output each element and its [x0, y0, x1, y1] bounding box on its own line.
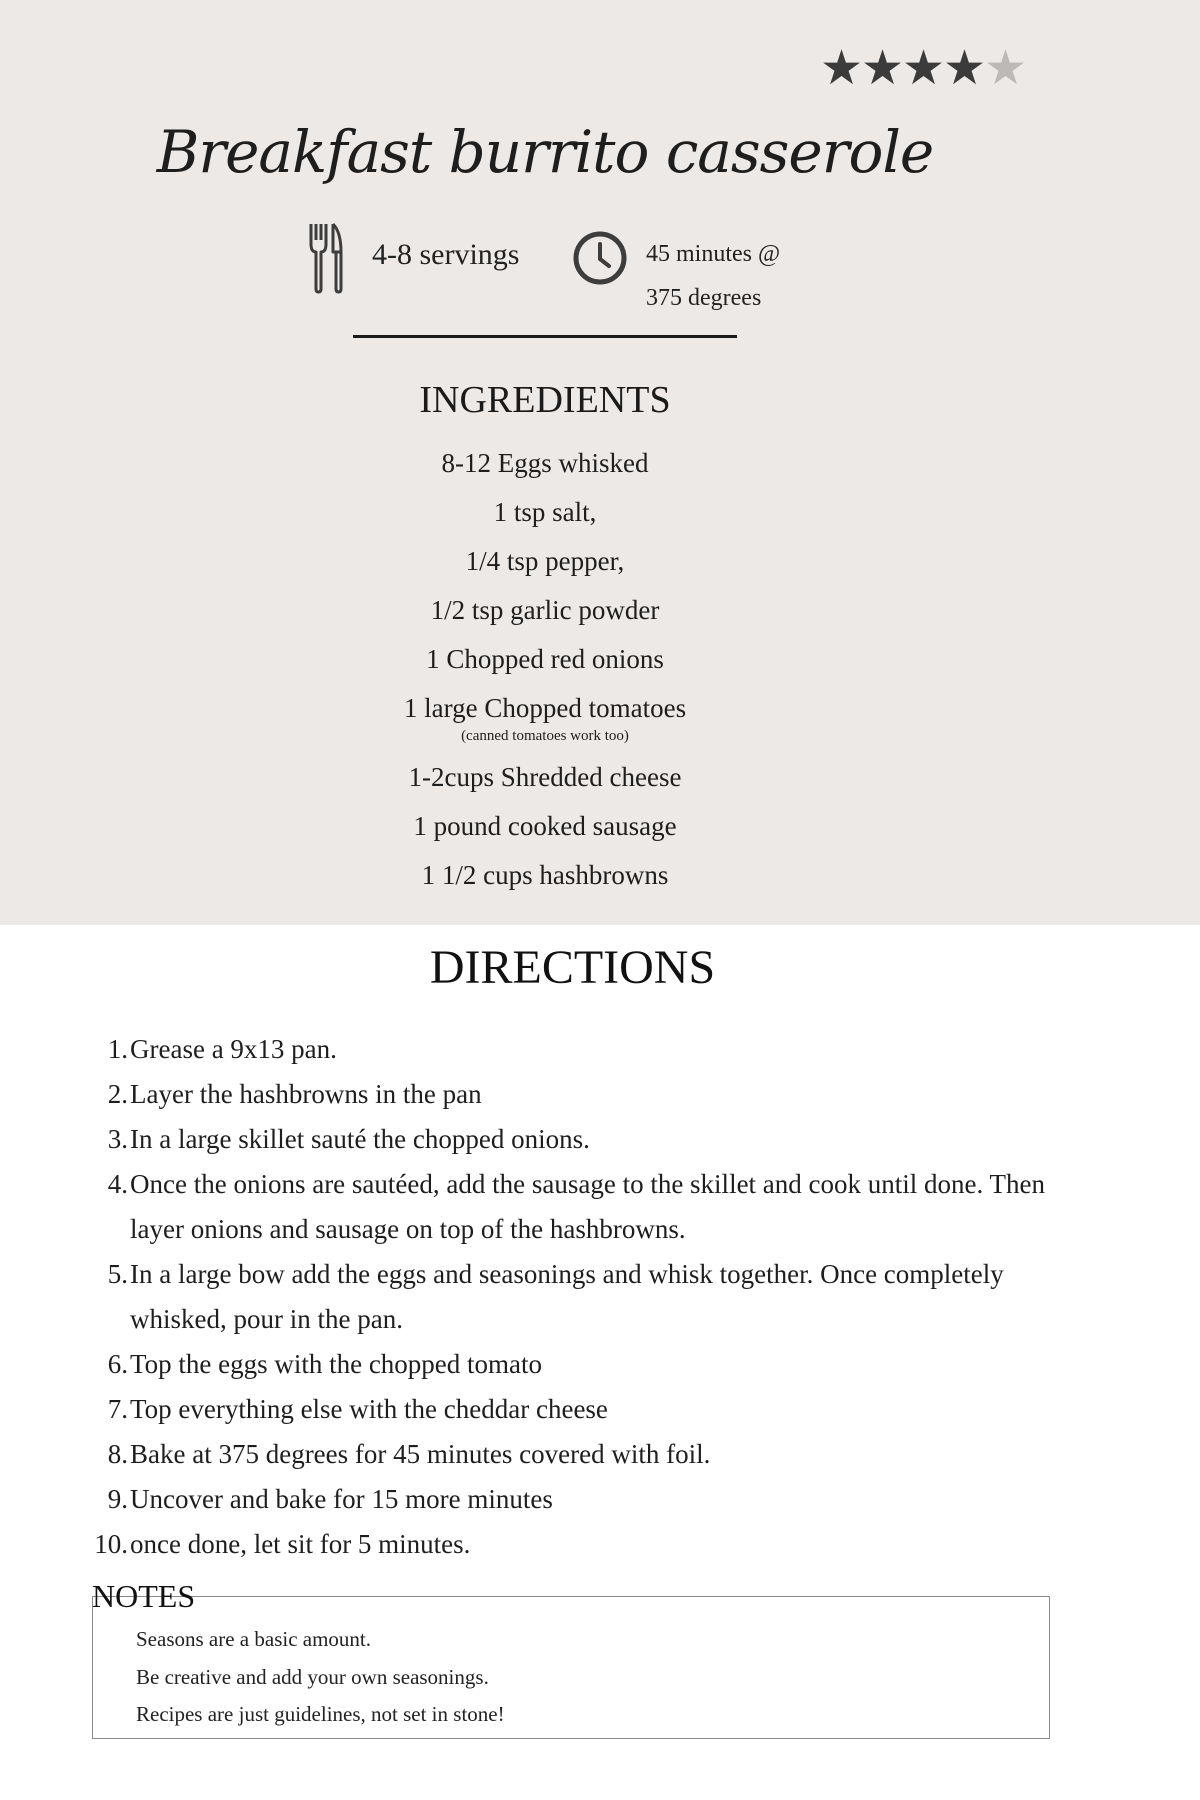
- clock-icon: [572, 230, 628, 290]
- ingredient-item: 1 1/2 cups hashbrowns: [421, 860, 669, 890]
- step-number: 6.: [107, 1349, 128, 1379]
- directions-heading: DIRECTIONS: [429, 941, 716, 994]
- star-empty-icon: ★: [984, 40, 1028, 96]
- ingredient-item: 1 tsp salt,: [493, 497, 597, 527]
- direction-step: [88, 1162, 1058, 1252]
- cook-time: [646, 232, 780, 320]
- step-text: Once the onions are sautéed, add the sausage to the skillet and cook until done. Then layer onions and sausage on top of the hashbrowns.: [130, 1169, 1045, 1244]
- step-number: 5.: [107, 1259, 128, 1289]
- direction-step: [88, 1387, 1058, 1432]
- ingredient-item: 1-2cups Shredded cheese: [408, 762, 682, 792]
- ingredient-item: 1 large Chopped tomatoes: [403, 693, 687, 723]
- direction-step: [88, 1027, 1058, 1072]
- star-icon: ★: [943, 40, 987, 96]
- direction-step: [88, 1477, 1058, 1522]
- step-number: 7.: [107, 1394, 128, 1424]
- direction-step: [88, 1252, 1058, 1342]
- direction-step: [88, 1522, 1058, 1567]
- note-line: Be creative and add your own seasonings.: [136, 1664, 489, 1689]
- step-number: 3.: [107, 1124, 128, 1154]
- direction-step: [88, 1342, 1058, 1387]
- direction-step: [88, 1432, 1058, 1477]
- notes-text: [136, 1621, 505, 1734]
- step-text: Grease a 9x13 pan.: [130, 1034, 337, 1064]
- cook-time-line2: 375 degrees: [646, 285, 762, 311]
- star-icon: ★: [902, 40, 946, 96]
- step-number: 1.: [107, 1034, 128, 1064]
- ingredients-list: [0, 443, 1090, 904]
- step-text: once done, let sit for 5 minutes.: [130, 1529, 471, 1559]
- ingredients-heading: INGREDIENTS: [419, 379, 671, 421]
- star-icon: ★: [861, 40, 905, 96]
- directions-list: [88, 1027, 1058, 1567]
- ingredient-item: 1/4 tsp pepper,: [465, 546, 625, 576]
- header-divider: [353, 335, 737, 338]
- note-line: Seasons are a basic amount.: [136, 1627, 372, 1651]
- ingredient-item: 1/2 tsp garlic powder: [430, 595, 660, 625]
- step-text: Bake at 375 degrees for 45 minutes covered with foil.: [130, 1439, 711, 1469]
- step-text: Top the eggs with the chopped tomato: [130, 1349, 543, 1379]
- direction-step: [88, 1117, 1058, 1162]
- recipe-title: Breakfast burrito casserole: [156, 118, 934, 186]
- notes-heading: NOTES: [92, 1578, 196, 1614]
- step-number: 4.: [107, 1169, 128, 1199]
- step-text: In a large bow add the eggs and seasonings and whisk together. Once completely whisked, pour in the pan.: [130, 1259, 1004, 1334]
- step-text: In a large skillet sauté the chopped onions.: [130, 1124, 590, 1154]
- rating-stars: [820, 40, 1028, 96]
- step-text: Layer the hashbrowns in the pan: [130, 1079, 482, 1109]
- fork-knife-icon: [308, 222, 344, 298]
- ingredient-item: 1 pound cooked sausage: [413, 811, 677, 841]
- step-number: 2.: [107, 1079, 128, 1109]
- servings-text: 4-8 servings: [372, 238, 520, 271]
- direction-step: [88, 1072, 1058, 1117]
- note-line: Recipes are just guidelines, not set in stone!: [136, 1702, 505, 1726]
- step-text: Top everything else with the cheddar cheese: [130, 1394, 608, 1424]
- cook-time-line1: 45 minutes @: [646, 241, 781, 267]
- ingredient-item: 1 Chopped red onions: [426, 644, 664, 674]
- ingredient-item: 8-12 Eggs whisked: [441, 448, 649, 478]
- step-number: 10.: [94, 1529, 128, 1559]
- step-number: 8.: [107, 1439, 128, 1469]
- step-text: Uncover and bake for 15 more minutes: [130, 1484, 553, 1514]
- star-icon: ★: [820, 40, 864, 96]
- step-number: 9.: [107, 1484, 128, 1514]
- ingredient-note: (canned tomatoes work too): [461, 728, 629, 744]
